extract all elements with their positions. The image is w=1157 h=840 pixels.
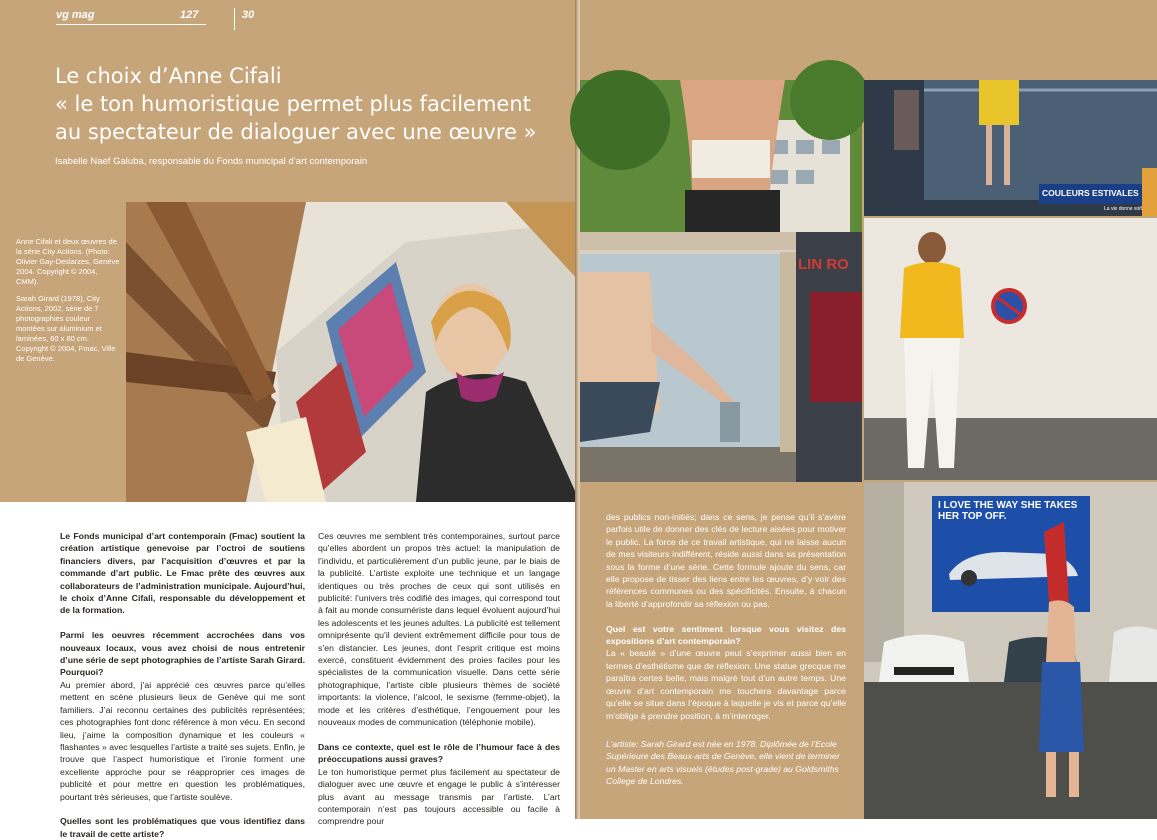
answer: Au premier abord, j’ai apprécié ces œuvres parce qu’elles mettent en scène plusieurs lieux de Genève qui me sont familiers. J’ai reconnu certaines des publicités représentées; ces photographies font donc référence à mon vécu. En second lieu, j’aime la composition dynamique et les couleurs « flashantes » avec lesquelles l’artiste a traité ses sujets. Enfin, je trouve que l’aspect humoristique et l’ironie forment une excellente approche pour se réapproprier ces images de publicité et pour mettre en question les problématiques, pourtant très sérieuses, que l’artiste soulève. — [60, 679, 305, 802]
billboard-headline: COULEURS ESTIVALES — [1042, 188, 1139, 198]
answer: des publics non-initiés; dans ce sens, je pense qu’il s’avère parfois utile de donner des clés de lecture aisées pour motiver le public. La force de ce travail artistique, qui ne laisse aucun de mes visiteurs indifférent, réside aussi dans sa présentation sous la forme d’une série. Cette formule ajoute du sens, car elle propose de tisser des liens entre les œuvres, d’y voir des références communes ou des spécificités. Ensuite, à chacun la liberté d’approfondir sa réflexion ou pas. — [606, 512, 846, 609]
photo-backview-art — [580, 80, 862, 240]
header-rule — [56, 24, 206, 25]
running-header — [56, 6, 255, 26]
photo-billboard-car — [864, 482, 1157, 819]
intro-paragraph: Le Fonds municipal d’art contemporain (Fmac) soutient la création artistique genevoise par l’octroi de soutiens financiers divers, par l’acquisition d’œuvres et par la commande d’art public. Le Fmac prête des œuvres aux collaborateurs de l’administration municipale. Aujourd’hui, le choix d’Anne Cifali, responsable du développement et de la formation. — [60, 531, 305, 616]
text-column-3 — [606, 511, 846, 722]
photo-billboard-night — [864, 80, 1157, 216]
photo-captions — [16, 237, 120, 371]
question: Parmi les oeuvres récemment accrochées dans vos nouveaux locaux, vous avez choisi de nous entretenir d’une série de sept photographies de l’artiste Sarah Girard. Pourquoi? — [60, 630, 305, 678]
left-page — [0, 0, 578, 839]
magazine-name: vg mag — [56, 9, 95, 21]
portrait-photo — [126, 202, 580, 502]
storefront-sign: LIN RO — [798, 256, 849, 273]
header-divider — [234, 8, 235, 30]
title-line: Le choix d’Anne Cifali — [55, 64, 282, 88]
page-number: 30 — [242, 9, 255, 21]
paragraph-gap — [60, 617, 305, 629]
photo-backview — [580, 80, 862, 240]
billboard-tagline: La vie donne soif. — [1104, 206, 1144, 212]
article-title — [55, 62, 555, 146]
answer: Le ton humoristique permet plus facilement au spectateur de dialoguer avec une œuvre et engage le public à s’intéresser plus avant au message transmis par l’artiste. L’art contemporain n’est pas toujours accessible ou facile à comprendre pour — [318, 766, 560, 827]
text-column-2 — [318, 530, 560, 828]
byline: Isabelle Naef Galuba, responsable du Fonds municipal d’art contemporain — [55, 156, 368, 167]
caption: Anne Cifali et deux œuvres de la série City Actions. (Photo: Olivier Gay-Deslarzes, Genève 2004. Copyright © 2004, CMM). — [16, 237, 120, 286]
billboard-headline-2: I LOVE THE WAY SHE TAKES HER TOP OFF. — [938, 500, 1078, 522]
caption: Sarah Girard (1978), City Actions, 2002, série de 7 photographies couleur montées sur aluminium et laminées, 60 x 80 cm. Copyright © 2004, Fmac, Ville de Genève. — [16, 294, 116, 363]
question: Dans ce contexte, quel est le rôle de l’humour face à des préoccupations aussi graves? — [318, 741, 560, 765]
paragraph-gap — [318, 729, 560, 741]
photo-arm-poster — [580, 232, 862, 482]
photo-billboard-car-art — [864, 482, 1157, 819]
artist-bio: L’artiste: Sarah Girard est née en 1978. Diplômée de l’Ecole Supérieure des Beaux-arts de Genève, elle vient de terminer un Master en arts visuels (études post-grade) au Goldsmiths College de Londres. — [606, 739, 840, 787]
photo-yellow-shirt-art — [864, 218, 1157, 480]
paragraph-gap — [60, 803, 305, 815]
question: Quel est votre sentiment lorsque vous visitez des expositions d’art contemporain? — [606, 623, 846, 647]
paragraph-gap — [606, 610, 846, 622]
portrait-photo-art — [126, 202, 580, 502]
answer: Ces œuvres me semblent très contemporaines, surtout parce qu’elles abordent un propos très actuel: la manipulation de l’individu, et particulièrement d’un public jeune, par le biais de la publicité. L’artiste exploite une technique et un langage identiques ou très proches de ceux qui sont utilisés en publicité: l’univers très codifié des images, qui correspond tout à fait au monde consumériste dans lequel évoluent aujourd’hui les adolescents et les jeunes adultes. La publicité est tellement omniprésente qu’il devient extrêmement difficile pour tous de s’en distancier. Les jeunes, dont l’esprit critique est moins exercé, constituent évidemment des proies faciles pour les spécialistes de la communication visuelle. Dans cette série photographique, l’artiste cible plusieurs thèmes de société importants: la violence, l’alcool, le sexisme (femme-objet), la mode et les critères d’esthétique, l’engouement pour les nouveaux modes de communication (téléphonie mobile). — [318, 531, 560, 728]
title-line: au spectateur de dialoguer avec une œuvre » — [55, 120, 537, 144]
answer: La « beauté » d’une œuvre peut s’exprimer aussi bien en termes d’esthétisme que de réflexion. Une statue grecque me paraîtra certes belle, mais malgré tout d’un autre temps. Une œuvre d’art contemporain me touchera davantage parce qu’elle se situe dans l’époque à laquelle je vis et parce qu’elle m’oblige à prendre position, à m’interroger. — [606, 648, 846, 721]
issue-number: 127 — [180, 9, 199, 21]
photo-yellow-shirt — [864, 218, 1157, 480]
question: Quelles sont les problématiques que vous identifiez dans le travail de cette artiste? — [60, 816, 305, 839]
text-column-1 — [60, 530, 305, 840]
title-line: « le ton humoristique permet plus facilement — [55, 92, 531, 116]
